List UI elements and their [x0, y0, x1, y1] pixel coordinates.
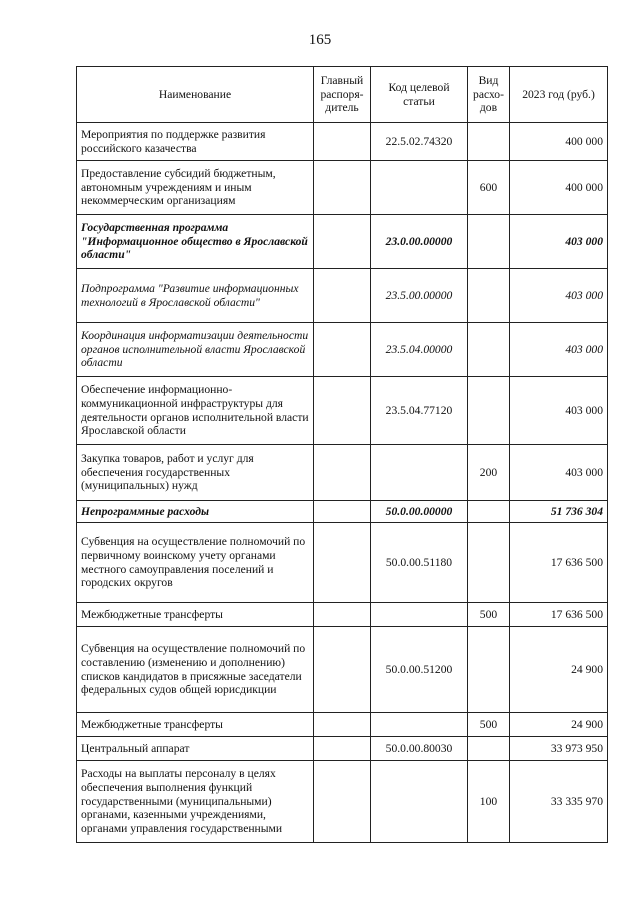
page-number: 165 — [308, 32, 332, 48]
row-admin — [314, 445, 371, 501]
row-admin — [314, 215, 371, 269]
row-amount: 403 000 — [510, 215, 608, 269]
table-row — [77, 523, 608, 603]
table-row — [77, 161, 608, 215]
row-type — [468, 627, 510, 713]
row-amount: 24 900 — [510, 627, 608, 713]
table-row — [77, 501, 608, 523]
row-admin — [314, 269, 371, 323]
row-name: Обеспечение информационно-коммуникационной инфраструктуры для деятельности органов исполнительной власти Ярославской области — [77, 377, 314, 445]
row-admin — [314, 713, 371, 737]
table-row — [77, 713, 608, 737]
row-amount: 400 000 — [510, 123, 608, 161]
row-type — [468, 323, 510, 377]
row-admin — [314, 161, 371, 215]
row-code — [371, 761, 468, 843]
row-name: Центральный аппарат — [77, 737, 314, 761]
row-admin — [314, 323, 371, 377]
table-row — [77, 627, 608, 713]
table-row — [77, 269, 608, 323]
row-amount: 403 000 — [510, 323, 608, 377]
table-header-row — [77, 67, 608, 123]
row-code: 23.5.04.00000 — [371, 323, 468, 377]
row-amount: 403 000 — [510, 269, 608, 323]
row-type — [468, 215, 510, 269]
row-amount: 17 636 500 — [510, 523, 608, 603]
row-admin — [314, 377, 371, 445]
table-row — [77, 761, 608, 843]
row-type — [468, 737, 510, 761]
row-type — [468, 501, 510, 523]
row-admin — [314, 627, 371, 713]
row-code: 23.5.00.00000 — [371, 269, 468, 323]
table-row — [77, 323, 608, 377]
row-code: 23.5.04.77120 — [371, 377, 468, 445]
row-amount: 51 736 304 — [510, 501, 608, 523]
row-type — [468, 123, 510, 161]
row-type: 500 — [468, 603, 510, 627]
row-code — [371, 603, 468, 627]
row-code — [371, 161, 468, 215]
header-name: Наименование — [77, 67, 314, 123]
row-type — [468, 269, 510, 323]
row-name: Предоставление субсидий бюджетным, автономным учреждениям и иным некоммерческим организациям — [77, 161, 314, 215]
row-amount: 403 000 — [510, 445, 608, 501]
row-code: 50.0.00.00000 — [371, 501, 468, 523]
row-type: 600 — [468, 161, 510, 215]
row-code: 22.5.02.74320 — [371, 123, 468, 161]
row-name: Подпрограмма "Развитие информационных технологий в Ярославской области" — [77, 269, 314, 323]
row-amount: 33 973 950 — [510, 737, 608, 761]
row-admin — [314, 501, 371, 523]
table-row — [77, 737, 608, 761]
row-type: 100 — [468, 761, 510, 843]
row-code — [371, 445, 468, 501]
header-expense-type: Вид расхо-дов — [468, 67, 510, 123]
budget-table — [76, 66, 608, 843]
row-name: Мероприятия по поддержке развития российского казачества — [77, 123, 314, 161]
header-main-admin: Главный распоря-дитель — [314, 67, 371, 123]
row-amount: 403 000 — [510, 377, 608, 445]
row-code: 50.0.00.51200 — [371, 627, 468, 713]
row-code: 50.0.00.80030 — [371, 737, 468, 761]
row-code: 23.0.00.00000 — [371, 215, 468, 269]
row-amount: 17 636 500 — [510, 603, 608, 627]
header-amount: 2023 год (руб.) — [510, 67, 608, 123]
row-name: Субвенция на осуществление полномочий по составлению (изменению и дополнению) списков кандидатов в присяжные заседатели федеральных судов общей юрисдикции — [77, 627, 314, 713]
row-amount: 33 335 970 — [510, 761, 608, 843]
row-name: Непрограммные расходы — [77, 501, 314, 523]
table-row — [77, 215, 608, 269]
row-code: 50.0.00.51180 — [371, 523, 468, 603]
row-type — [468, 523, 510, 603]
row-type — [468, 377, 510, 445]
row-admin — [314, 123, 371, 161]
row-name: Государственная программа "Информационное общество в Ярославской области" — [77, 215, 314, 269]
row-name: Субвенция на осуществление полномочий по первичному воинскому учету органами местного самоуправления поселений и городских округов — [77, 523, 314, 603]
row-type: 500 — [468, 713, 510, 737]
row-admin — [314, 523, 371, 603]
row-type: 200 — [468, 445, 510, 501]
row-admin — [314, 603, 371, 627]
row-name: Межбюджетные трансферты — [77, 603, 314, 627]
table-row — [77, 603, 608, 627]
row-name: Закупка товаров, работ и услуг для обеспечения государственных (муниципальных) нужд — [77, 445, 314, 501]
table-row — [77, 123, 608, 161]
row-name: Расходы на выплаты персоналу в целях обеспечения выполнения функций государственными (муниципальными) органами, казенными учреждениями, органами управления государственными — [77, 761, 314, 843]
row-admin — [314, 737, 371, 761]
row-code — [371, 713, 468, 737]
row-name: Межбюджетные трансферты — [77, 713, 314, 737]
table-row — [77, 445, 608, 501]
header-target-code: Код целевой статьи — [371, 67, 468, 123]
row-amount: 400 000 — [510, 161, 608, 215]
table-row — [77, 377, 608, 445]
row-name: Координация информатизации деятельности органов исполнительной власти Ярославской области — [77, 323, 314, 377]
row-admin — [314, 761, 371, 843]
row-amount: 24 900 — [510, 713, 608, 737]
